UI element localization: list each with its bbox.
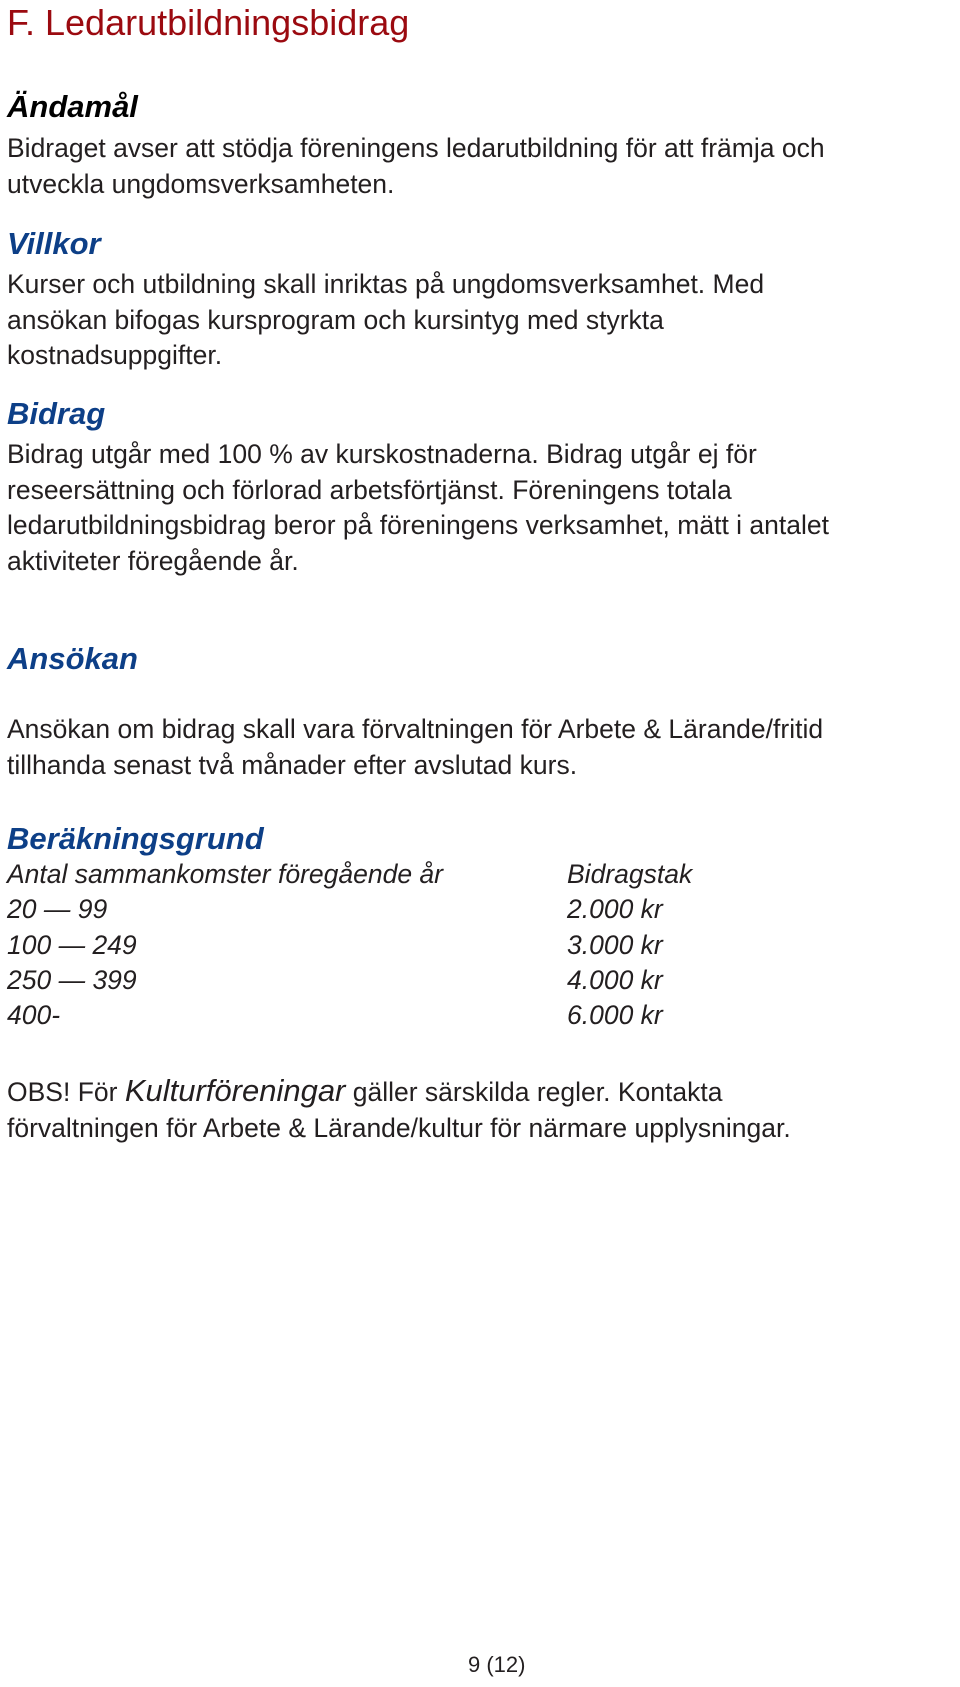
- obs-emphasis: Kulturföreningar: [124, 1073, 346, 1108]
- heading-berakningsgrund: Beräkningsgrund: [7, 821, 264, 856]
- paragraph-line: tillhanda senast två månader efter avslutad kurs.: [7, 749, 578, 780]
- table-cell-range: 20 — 99: [7, 894, 108, 925]
- paragraph-line: ledarutbildningsbidrag beror på föreningens verksamhet, mätt i antalet: [7, 510, 829, 540]
- table-header-cap: Bidragstak: [567, 859, 693, 889]
- table-header-row: [7, 857, 767, 892]
- paragraph-line: Bidraget avser att stödja föreningens ledarutbildning för att främja och: [7, 133, 825, 163]
- paragraph-andamal: [7, 131, 825, 202]
- table-cell-amount: 6.000 kr: [567, 1000, 663, 1031]
- heading-andamal: Ändamål: [7, 89, 138, 124]
- table-cell-amount: 2.000 kr: [567, 894, 663, 925]
- heading-villkor: Villkor: [7, 226, 101, 261]
- table-row: [7, 998, 767, 1033]
- paragraph-line: aktiviteter föregående år.: [7, 545, 299, 576]
- table-cell-amount: 3.000 kr: [567, 929, 663, 960]
- obs-note: [7, 1073, 791, 1146]
- obs-rest: gäller särskilda regler. Kontakta: [345, 1077, 723, 1107]
- table-cell-amount: 4.000 kr: [567, 964, 663, 995]
- table-row: [7, 963, 767, 998]
- table-row: [7, 928, 767, 963]
- heading-bidrag: Bidrag: [7, 396, 106, 431]
- contribution-table: [7, 857, 767, 1033]
- paragraph-line: Ansökan om bidrag skall vara förvaltningen för Arbete & Lärande/fritid: [7, 714, 824, 744]
- table-cell-range: 100 — 249: [7, 929, 137, 960]
- table-cell-range: 400-: [7, 1000, 61, 1031]
- paragraph-line: reseersättning och förlorad arbetsförtjänst. Föreningens totala: [7, 474, 732, 505]
- table-header-meetings: Antal sammankomster föregående år: [7, 859, 443, 889]
- paragraph-line: kostnadsuppgifter.: [7, 340, 223, 370]
- table-row: [7, 892, 767, 927]
- page-number: 9 (12): [468, 1652, 526, 1677]
- heading-ansokan: Ansökan: [7, 641, 138, 676]
- paragraph-ansokan: [7, 712, 823, 783]
- obs-prefix: OBS! För: [7, 1077, 125, 1107]
- paragraph-line: Bidrag utgår med 100 % av kurskostnaderna. Bidrag utgår ej för: [7, 439, 757, 469]
- paragraph-bidrag: [7, 437, 829, 579]
- obs-line: [7, 1073, 791, 1111]
- paragraph-line: Kurser och utbildning skall inriktas på ungdomsverksamhet. Med: [7, 269, 765, 299]
- paragraph-villkor: [7, 267, 764, 374]
- table-cell-range: 250 — 399: [7, 964, 137, 995]
- paragraph-line: ansökan bifogas kursprogram och kursintyg med styrkta: [7, 304, 664, 335]
- paragraph-line: utveckla ungdomsverksamheten.: [7, 168, 395, 199]
- obs-line-2: förvaltningen för Arbete & Lärande/kultur för närmare upplysningar.: [7, 1112, 791, 1143]
- page-title: F. Ledarutbildningsbidrag: [7, 2, 410, 43]
